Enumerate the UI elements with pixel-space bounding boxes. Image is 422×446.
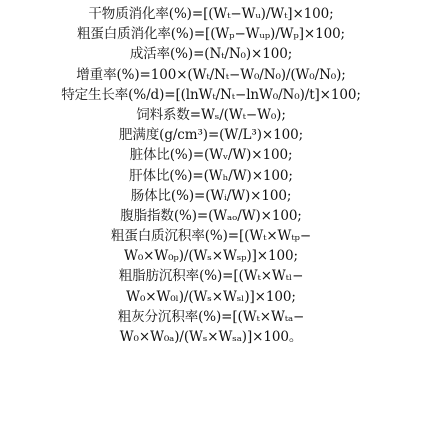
formula-feed-coefficient: 饲料系数=Wₛ/(Wₜ−W₀); (136, 106, 286, 123)
formula-list (0, 4, 422, 347)
formula-condition-factor: 肥满度(g/cm³)=(W/L³)×100; (118, 127, 304, 144)
formula-intestosomatic-index: 肠体比(%)=(Wᵢ/W)×100; (130, 187, 292, 204)
formula-ash-deposition-line-1: 粗灰分沉积率(%)=[(Wₜ×Wₜₐ− (117, 308, 305, 325)
formula-protein-deposition-line-1: 粗蛋白质沉积率(%)=[(Wₜ×Wₜₚ− (110, 228, 312, 245)
formula-abdominal-fat-index: 腹脂指数(%)=(Wₐₒ/W)×100; (120, 207, 302, 224)
formula-hepatosomatic-index: 肝体比(%)=(Wₕ/W)×100; (129, 167, 293, 184)
formula-dry-matter-digestibility: 干物质消化率(%)=[(Wₜ−Wᵤ)/Wₜ]×100; (88, 6, 334, 22)
formula-protein-deposition-line-2: W₀×W₀ₚ)/(Wₛ×Wₛₚ)]×100; (124, 248, 298, 265)
formula-survival-rate: 成活率(%)=(Nₜ/N₀)×100; (129, 46, 293, 63)
formula-ash-deposition-line-2: W₀×W₀ₐ)/(Wₛ×Wₛₐ)]×100。 (119, 329, 303, 345)
formula-lipid-deposition-line-2: W₀×W₀ₗ)/(Wₛ×Wₛₗ)]×100; (126, 288, 296, 305)
formula-viscerosomatic-index: 脏体比(%)=(Wᵥ/W)×100; (129, 147, 293, 164)
formula-crude-protein-digestibility: 粗蛋白质消化率(%)=[(Wₚ−Wᵤₚ)/Wₚ]×100; (76, 26, 346, 43)
formula-lipid-deposition-line-1: 粗脂肪沉积率(%)=[(Wₜ×Wₜₗ− (118, 268, 304, 285)
formula-weight-gain-rate: 增重率(%)=100×(Wₜ/Nₜ−W₀/N₀)/(W₀/N₀); (76, 66, 346, 83)
formula-specific-growth-rate: 特定生长率(%/d)=[(lnWₜ/Nₜ−lnW₀/N₀)/t]×100; (61, 86, 361, 103)
